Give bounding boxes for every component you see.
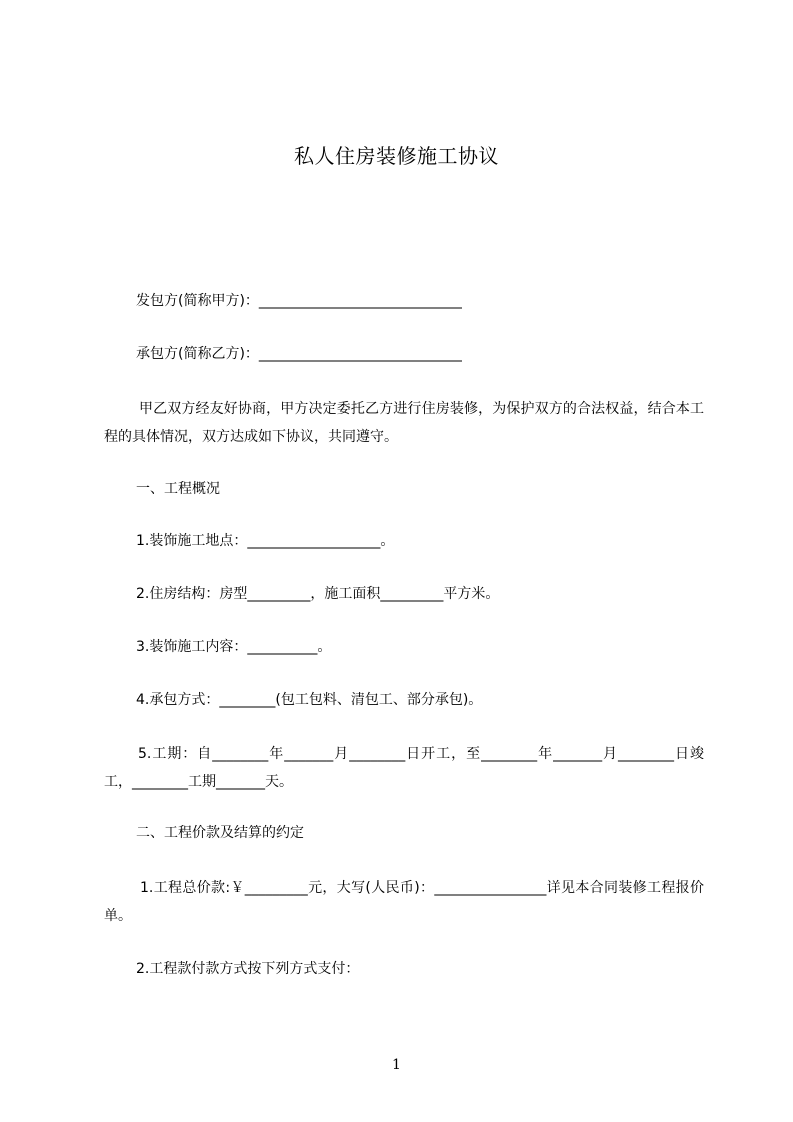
section-heading-project-overview: 一、工程概况 — [136, 481, 220, 497]
item-construction-location: 1.装饰施工地点：___________________。 — [136, 533, 395, 549]
intro-paragraph: 甲乙双方经友好协商，甲方决定委托乙方进行住房装修，为保护双方的合法权益，结合本工程的具体情况，双方达成如下协议，共同遵守。 — [104, 401, 704, 445]
item-contract-method: 4.承包方式：________(包工包料、清包工、部分承包)。 — [136, 692, 483, 708]
page-number: 1 — [392, 1057, 401, 1073]
item-house-structure: 2.住房结构：房型_________，施工面积_________平方米。 — [136, 586, 500, 602]
item-construction-content: 3.装饰施工内容：__________。 — [136, 639, 332, 655]
item-total-price: 1.工程总价款:￥_________元，大写(人民币)：________________详见本合同装修工程报价单。 — [104, 880, 704, 924]
party-b-line: 承包方(简称乙方)：_____________________________ — [136, 346, 462, 362]
item-payment-method: 2.工程款付款方式按下列方式支付： — [136, 961, 360, 977]
item-construction-period: 5.工期：自________年_______月________日开工，至________年_______月________日竣工，________工期_______天。 — [104, 746, 704, 790]
section-heading-price-settlement: 二、工程价款及结算的约定 — [136, 825, 304, 841]
party-a-line: 发包方(简称甲方)：_____________________________ — [136, 293, 462, 309]
document-title: 私人住房装修施工协议 — [294, 144, 499, 168]
